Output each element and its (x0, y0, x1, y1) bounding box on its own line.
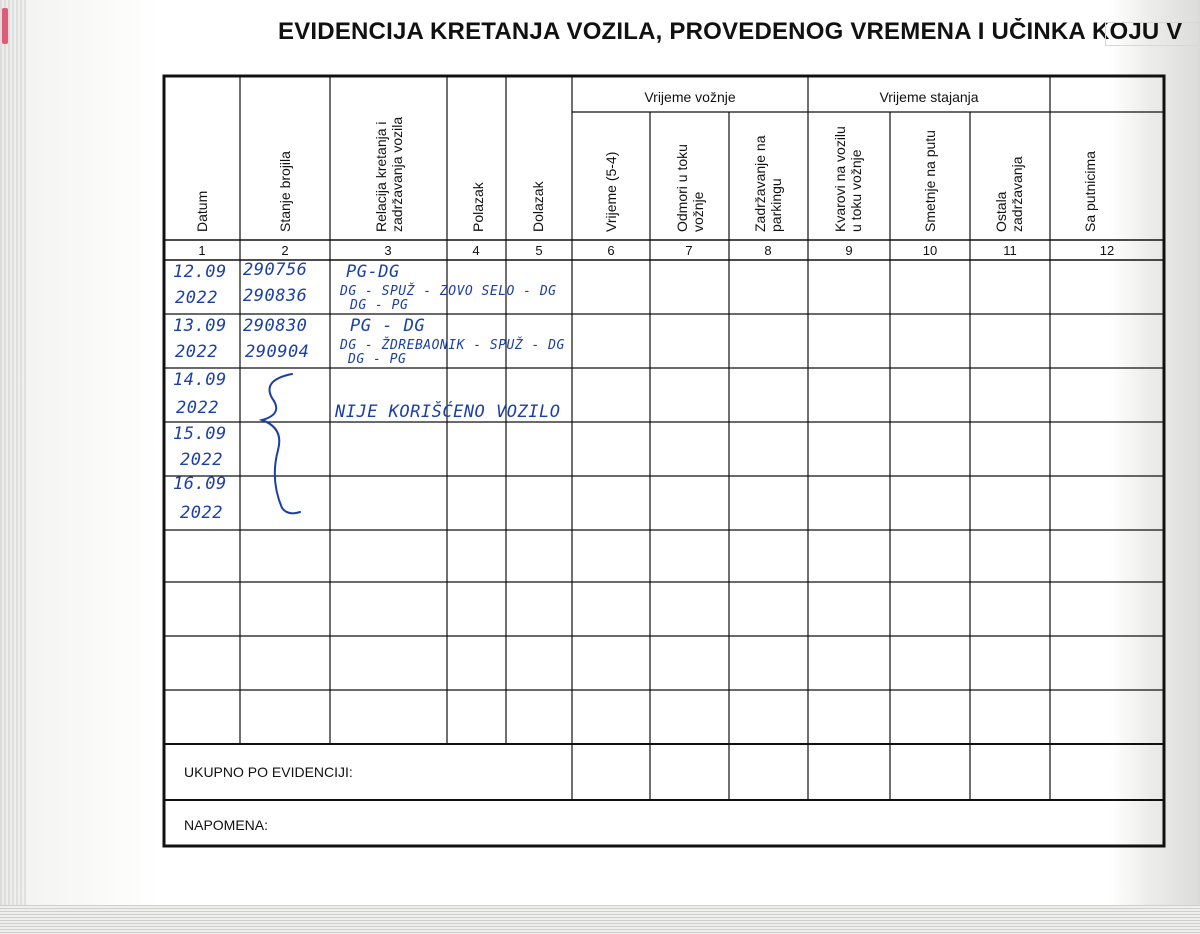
col-header-odmori: Odmori u toku vožnje (674, 144, 706, 232)
col-number-12: 12 (1099, 243, 1115, 258)
col-header-smetnje: Smetnje na putu (922, 130, 938, 232)
col-number-4: 4 (472, 243, 480, 258)
col-number-2: 2 (281, 243, 289, 258)
hw-date: 15.09 (173, 424, 227, 444)
hw-year: 2022 (175, 288, 218, 308)
col-header-relacija: Relacija kretanja i zadržavanja vozila (373, 116, 405, 232)
hw-year: 2022 (180, 503, 223, 523)
col-header-ostala: Ostala zadržavanja (993, 156, 1025, 232)
document-title: EVIDENCIJA KRETANJA VOZILA, PROVEDENOG VREMENA I UČINKA KOJU V (278, 18, 1183, 45)
col-header-stanje-brojila: Stanje brojila (277, 151, 293, 232)
col-header-zadrzavanje-parking: Zadržavanje na parkingu (752, 135, 784, 232)
hw-note: NIJE KORIŠĆENO VOZILO (335, 402, 561, 422)
hw-odometer: 290830 (243, 316, 308, 336)
hw-route: PG - DG (350, 316, 426, 336)
col-header-sa-putnicima: Sa putnicima (1082, 151, 1098, 232)
hw-odometer: 290904 (245, 342, 310, 362)
col-number-11: 11 (1003, 243, 1017, 258)
hw-route: DG - SPUŽ - ZOVO SELO - DG (340, 284, 557, 299)
col-header-dolazak: Dolazak (530, 181, 546, 232)
col-number-5: 5 (535, 243, 543, 258)
hw-route: DG - PG (348, 352, 407, 367)
row-lines (164, 314, 1164, 800)
hw-route: DG - PG (350, 298, 409, 313)
col-header-vrijeme: Vrijeme (5-4) (603, 151, 619, 232)
hw-route: PG-DG (346, 262, 400, 282)
hw-year: 2022 (176, 398, 219, 418)
handwritten-brace (262, 374, 300, 513)
col-header-kvarovi: Kvarovi na vozilu u toku vožnje (832, 126, 864, 232)
hw-date: 14.09 (173, 370, 227, 390)
hw-date: 13.09 (173, 316, 227, 336)
col-number-6: 6 (607, 243, 615, 258)
col-number-10: 10 (922, 243, 938, 258)
hw-odometer: 290756 (243, 260, 308, 280)
col-number-7: 7 (685, 243, 693, 258)
col-number-8: 8 (764, 243, 772, 258)
col-number-3: 3 (384, 243, 392, 258)
hw-date: 12.09 (173, 262, 227, 282)
hw-year: 2022 (175, 342, 218, 362)
group-header-stop: Vrijeme stajanja (879, 89, 979, 105)
col-header-polazak: Polazak (470, 182, 486, 232)
hw-odometer: 290836 (243, 286, 308, 306)
col-number-9: 9 (845, 243, 853, 258)
col-header-datum: Datum (194, 190, 210, 232)
hw-date: 16.09 (173, 474, 227, 494)
col-number-1: 1 (198, 243, 206, 258)
hw-year: 2022 (180, 450, 223, 470)
hw-route: DG - ŽDREBAONIK - SPUŽ - DG (340, 338, 565, 353)
group-header-driving: Vrijeme vožnje (644, 89, 736, 105)
total-label: UKUPNO PO EVIDENCIJI: (184, 764, 353, 780)
note-label: NAPOMENA: (184, 817, 269, 833)
